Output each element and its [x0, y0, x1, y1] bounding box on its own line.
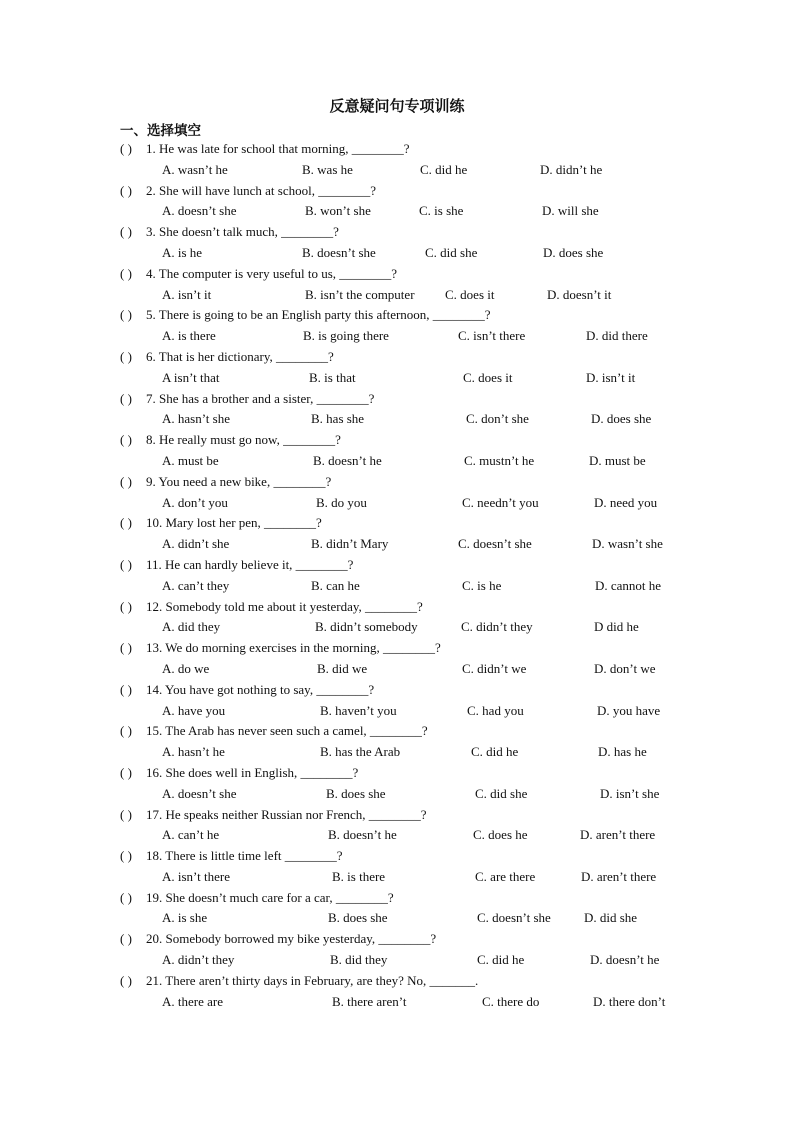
question-stem: [120, 264, 397, 284]
option-d: D did he: [594, 619, 639, 635]
options-row: [120, 409, 700, 429]
option-b: B. do you: [316, 494, 367, 510]
option-c: C. did she: [475, 785, 528, 801]
question-text: 4. The computer is very useful to us, ________?: [146, 265, 398, 281]
answer-blank: ( ): [120, 265, 132, 281]
question-text: 19. She doesn’t much care for a car, ________?: [146, 889, 394, 905]
answer-blank: ( ): [120, 848, 132, 864]
answer-blank: ( ): [120, 473, 132, 489]
answer-blank: ( ): [120, 640, 132, 656]
question-stem: [120, 763, 358, 783]
option-a: A. isn’t there: [162, 868, 230, 884]
option-a: A. is there: [162, 328, 216, 344]
option-d: D. wasn’t she: [592, 536, 663, 552]
answer-blank: ( ): [120, 515, 132, 531]
question-text: 3. She doesn’t talk much, ________?: [146, 224, 339, 240]
answer-blank: ( ): [120, 390, 132, 406]
options-row: [120, 326, 700, 346]
option-c: C. don’t she: [466, 411, 529, 427]
option-a: A. doesn’t she: [162, 203, 237, 219]
question-text: 14. You have got nothing to say, ________?: [146, 681, 375, 697]
answer-blank: ( ): [120, 931, 132, 947]
option-b: B. doesn’t he: [313, 452, 382, 468]
answer-blank: ( ): [120, 681, 132, 697]
answer-blank: ( ): [120, 972, 132, 988]
option-a: A. hasn’t she: [162, 411, 231, 427]
question-item: [120, 264, 700, 306]
question-text: 8. He really must go now, ________?: [146, 432, 341, 448]
option-d: D. must be: [589, 452, 646, 468]
question-stem: [120, 472, 331, 492]
option-c: C. didn’t they: [461, 619, 533, 635]
answer-blank: ( ): [120, 806, 132, 822]
option-d: D. did she: [584, 910, 638, 926]
options-row: [120, 493, 700, 513]
question-stem: [120, 181, 376, 201]
option-a: A. is she: [162, 910, 208, 926]
option-d: D. has he: [598, 744, 647, 760]
question-item: [120, 181, 700, 223]
question-stem: [120, 305, 491, 325]
question-stem: [120, 721, 428, 741]
option-a: A. must be: [162, 452, 219, 468]
option-c: C. mustn’t he: [464, 452, 535, 468]
question-item: [120, 389, 700, 431]
question-item: [120, 929, 700, 971]
question-item: [120, 638, 700, 680]
option-c: C. didn’t we: [462, 660, 527, 676]
option-b: B. isn’t the computer: [305, 286, 415, 302]
question-text: 18. There is little time left ________?: [146, 848, 343, 864]
answer-blank: ( ): [120, 889, 132, 905]
options-row: [120, 950, 700, 970]
question-item: [120, 763, 700, 805]
question-item: [120, 513, 700, 555]
question-item: [120, 597, 700, 639]
option-b: B. didn’t Mary: [311, 536, 389, 552]
answer-blank: ( ): [120, 141, 132, 156]
option-a: A. is he: [162, 244, 203, 260]
option-a: A. do we: [162, 660, 210, 676]
option-a: A. can’t they: [162, 577, 230, 593]
question-item: [120, 139, 700, 181]
option-b: B. is that: [309, 369, 356, 385]
question-item: [120, 555, 700, 597]
question-text: 10. Mary lost her pen, ________?: [146, 515, 322, 531]
question-text: 6. That is her dictionary, ________?: [146, 348, 334, 364]
answer-blank: ( ): [120, 598, 132, 614]
option-c: C. doesn’t she: [477, 910, 551, 926]
question-text: 7. She has a brother and a sister, ________?: [146, 390, 375, 406]
question-text: 20. Somebody borrowed my bike yesterday, ________?: [146, 931, 437, 947]
page-title: 反意疑问句专项训练: [329, 97, 465, 115]
answer-blank: ( ): [120, 348, 132, 364]
option-a: A isn’t that: [162, 369, 220, 385]
option-b: B. can he: [311, 577, 360, 593]
option-a: A. didn’t she: [162, 536, 230, 552]
section-heading: 一、选择填空: [120, 123, 201, 139]
option-a: A. didn’t they: [162, 952, 235, 968]
option-a: A. isn’t it: [162, 286, 212, 302]
option-c: C. does it: [463, 369, 513, 385]
options-row: [120, 867, 700, 887]
option-c: C. is he: [462, 577, 502, 593]
question-stem: [120, 430, 341, 450]
question-item: [120, 971, 700, 1013]
answer-blank: ( ): [120, 307, 132, 323]
option-d: D. you have: [597, 702, 661, 718]
option-b: B. did we: [317, 660, 368, 676]
option-b: B. is going there: [303, 328, 389, 344]
option-d: D. aren’t there: [580, 827, 656, 843]
question-stem: [120, 555, 353, 575]
option-c: C. are there: [475, 868, 536, 884]
question-stem: [120, 929, 436, 949]
options-row: [120, 908, 700, 928]
question-text: 17. He speaks neither Russian nor French, ________?: [146, 806, 427, 822]
option-b: B. is there: [332, 868, 386, 884]
question-text: 11. He can hardly believe it, ________?: [146, 556, 354, 572]
question-text: 13. We do morning exercises in the morning, ________?: [146, 640, 441, 656]
question-stem: [120, 846, 343, 866]
option-d: D. don’t we: [594, 660, 656, 676]
question-text: 12. Somebody told me about it yesterday, ________?: [146, 598, 423, 614]
option-b: B. does she: [328, 910, 388, 926]
option-c: C. did she: [425, 244, 478, 260]
option-c: C. is she: [419, 203, 464, 219]
options-row: [120, 451, 700, 471]
option-a: A. don’t you: [162, 494, 228, 510]
options-row: [120, 243, 700, 263]
option-a: A. hasn’t he: [162, 744, 225, 760]
option-d: D. did there: [586, 328, 648, 344]
option-d: D. aren’t there: [581, 868, 657, 884]
option-d: D. need you: [594, 494, 658, 510]
option-c: C. there do: [482, 993, 540, 1009]
question-stem: [120, 347, 334, 367]
question-item: [120, 721, 700, 763]
option-b: B. doesn’t she: [302, 244, 376, 260]
option-c: C. does he: [473, 827, 528, 843]
option-c: C. did he: [471, 744, 519, 760]
option-a: A. can’t he: [162, 827, 220, 843]
option-a: A. have you: [162, 702, 226, 718]
option-d: D. doesn’t it: [547, 286, 612, 302]
options-row: [120, 576, 700, 596]
option-a: A. did they: [162, 619, 221, 635]
question-text: 15. The Arab has never seen such a camel, ________?: [146, 723, 428, 739]
option-b: B. haven’t you: [320, 702, 397, 718]
question-stem: [120, 971, 478, 991]
option-a: A. there are: [162, 993, 223, 1009]
option-a: A. wasn’t he: [162, 161, 228, 177]
question-stem: [120, 597, 423, 617]
option-b: B. there aren’t: [332, 993, 407, 1009]
options-row: [120, 160, 700, 180]
option-b: B. did they: [330, 952, 388, 968]
question-item: [120, 305, 700, 347]
option-d: D. there don’t: [593, 993, 666, 1009]
option-c: C. did he: [477, 952, 525, 968]
options-row: [120, 742, 700, 762]
answer-blank: ( ): [120, 182, 132, 198]
question-stem: [120, 389, 374, 409]
option-d: D. does she: [543, 244, 604, 260]
options-row: [120, 701, 700, 721]
question-item: [120, 222, 700, 264]
question-item: [120, 680, 700, 722]
question-stem: [120, 888, 394, 908]
question-item: [120, 430, 700, 472]
question-item: [120, 472, 700, 514]
answer-blank: ( ): [120, 556, 132, 572]
option-d: D. isn’t she: [600, 785, 660, 801]
option-a: A. doesn’t she: [162, 785, 237, 801]
option-d: D. does she: [591, 411, 652, 427]
option-b: B. has she: [311, 411, 365, 427]
answer-blank: ( ): [120, 432, 132, 448]
option-d: D. cannot he: [595, 577, 662, 593]
option-c: C. did he: [420, 161, 468, 177]
option-c: C. does it: [445, 286, 495, 302]
option-b: B. won’t she: [305, 203, 371, 219]
options-row: [120, 201, 700, 221]
question-item: [120, 805, 700, 847]
question-text: 16. She does well in English, ________?: [146, 764, 359, 780]
question-stem: [120, 222, 339, 242]
options-row: [120, 825, 700, 845]
option-b: B. was he: [302, 161, 353, 177]
option-c: C. isn’t there: [458, 328, 526, 344]
question-stem: [120, 513, 322, 533]
answer-blank: ( ): [120, 224, 132, 240]
option-c: C. had you: [467, 702, 524, 718]
answer-blank: ( ): [120, 723, 132, 739]
question-stem: [120, 680, 374, 700]
option-b: B. has the Arab: [320, 744, 401, 760]
option-c: C. doesn’t she: [458, 536, 532, 552]
question-text: 21. There aren’t thirty days in February, are they? No, _______.: [146, 972, 479, 988]
option-d: D. didn’t he: [540, 161, 603, 177]
option-d: D. isn’t it: [586, 369, 636, 385]
question-item: [120, 347, 700, 389]
question-text: 2. She will have lunch at school, ________?: [146, 182, 376, 198]
question-stem: [120, 638, 441, 658]
options-row: [120, 992, 700, 1012]
options-row: [120, 285, 700, 305]
question-text: 1. He was late for school that morning, ________?: [146, 141, 410, 156]
options-row: [120, 368, 700, 388]
option-b: B. does she: [326, 785, 386, 801]
options-row: [120, 534, 700, 554]
options-row: [120, 784, 700, 804]
option-d: D. will she: [542, 203, 599, 219]
question-item: [120, 846, 700, 888]
question-stem: [120, 805, 427, 825]
question-item: [120, 888, 700, 930]
question-stem: [120, 139, 410, 159]
question-text: 9. You need a new bike, ________?: [146, 473, 332, 489]
option-c: C. needn’t you: [462, 494, 539, 510]
options-row: [120, 659, 700, 679]
options-row: [120, 617, 700, 637]
option-b: B. doesn’t he: [328, 827, 397, 843]
option-b: B. didn’t somebody: [315, 619, 418, 635]
option-d: D. doesn’t he: [590, 952, 660, 968]
answer-blank: ( ): [120, 764, 132, 780]
question-list: [120, 139, 700, 1012]
question-text: 5. There is going to be an English party this afternoon, ________?: [146, 307, 491, 323]
